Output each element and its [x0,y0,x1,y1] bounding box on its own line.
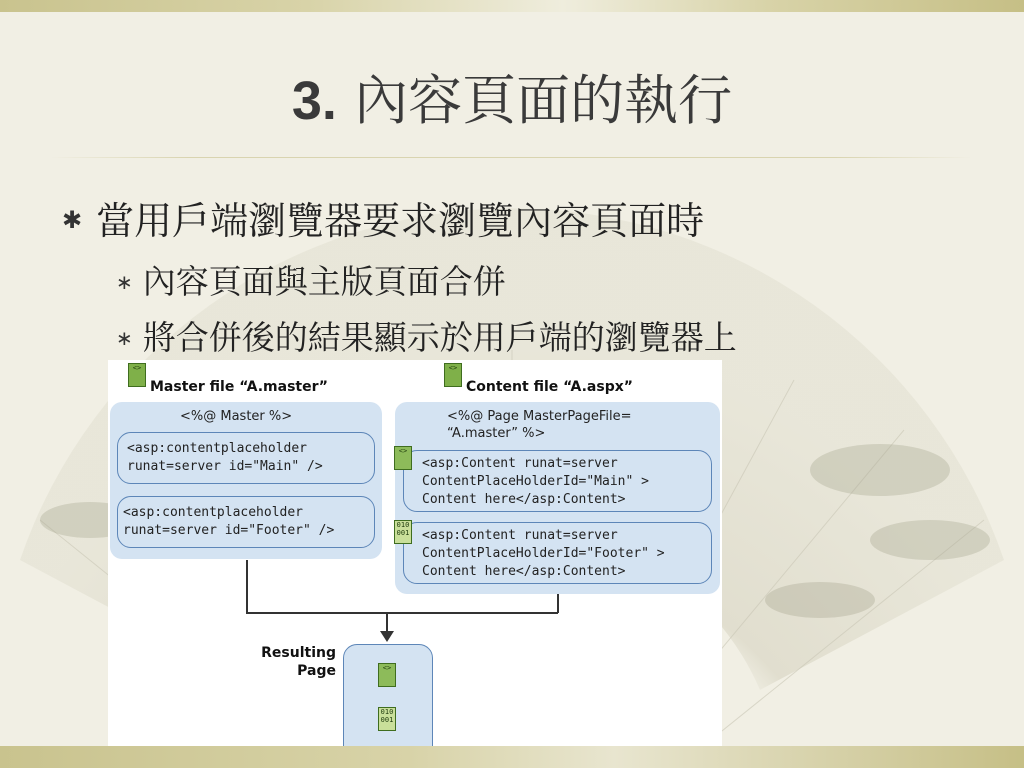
sub-bullet-1 [116,256,506,303]
resulting-page-label: Resulting Page [261,645,336,679]
title-number: 3. [291,71,337,131]
slide-title [0,58,1024,135]
content-binary-icon: 010 001 [394,520,412,544]
sub-bullet-1-text: 內容頁面與主版頁面合併 [142,262,506,301]
sub-bullet-star-icon: ∗ [116,326,133,350]
master-content-diagram [108,360,722,768]
bullet-star-icon: ✱ [62,206,83,234]
content-main-code: <asp:Content runat=server ContentPlaceHolderId="Main" > Content here</asp:Content> [422,456,649,507]
title-divider [50,157,972,158]
result-binary-icon: 010 001 [378,707,396,731]
placeholder-main-box [117,432,375,484]
result-html-icon: <> [378,663,396,687]
sub-bullet-2-text: 將合併後的結果顯示於用戶端的瀏覽器上 [142,318,737,357]
sub-bullet-star-icon: ∗ [116,270,133,294]
placeholder-footer-code: <asp:contentplaceholder runat=server id="Footer" /> [123,505,335,538]
arrow-down-icon [380,631,394,643]
connector-content [557,594,559,613]
content-main-box [403,450,712,512]
content-file-panel [395,402,720,594]
master-file-icon: <> [128,363,146,387]
content-footer-box [403,522,712,584]
content-file-header: Content file “A.aspx” [466,379,633,395]
sub-bullet-2 [116,312,737,359]
master-directive: <%@ Master %> [180,409,293,424]
bullet-main-text: 當用戶端瀏覽器要求瀏覽內容頁面時 [96,199,705,243]
content-html-icon: <> [394,446,412,470]
bullet-main [62,190,704,245]
title-text: 內容頁面的執行 [354,69,733,132]
content-directive: <%@ Page MasterPageFile= “A.master” %> [447,409,632,441]
placeholder-main-code: <asp:contentplaceholder runat=server id="Main" /> [127,441,323,474]
placeholder-footer-box [117,496,375,548]
master-file-panel [110,402,382,559]
connector-master [246,560,248,613]
connector-horizontal [246,612,558,614]
master-file-header: Master file “A.master” [150,379,328,395]
bottom-decor-bar [0,746,1024,768]
content-footer-code: <asp:Content runat=server ContentPlaceHolderId="Footer" > Content here</asp:Content> [422,528,665,579]
content-file-icon: <> [444,363,462,387]
